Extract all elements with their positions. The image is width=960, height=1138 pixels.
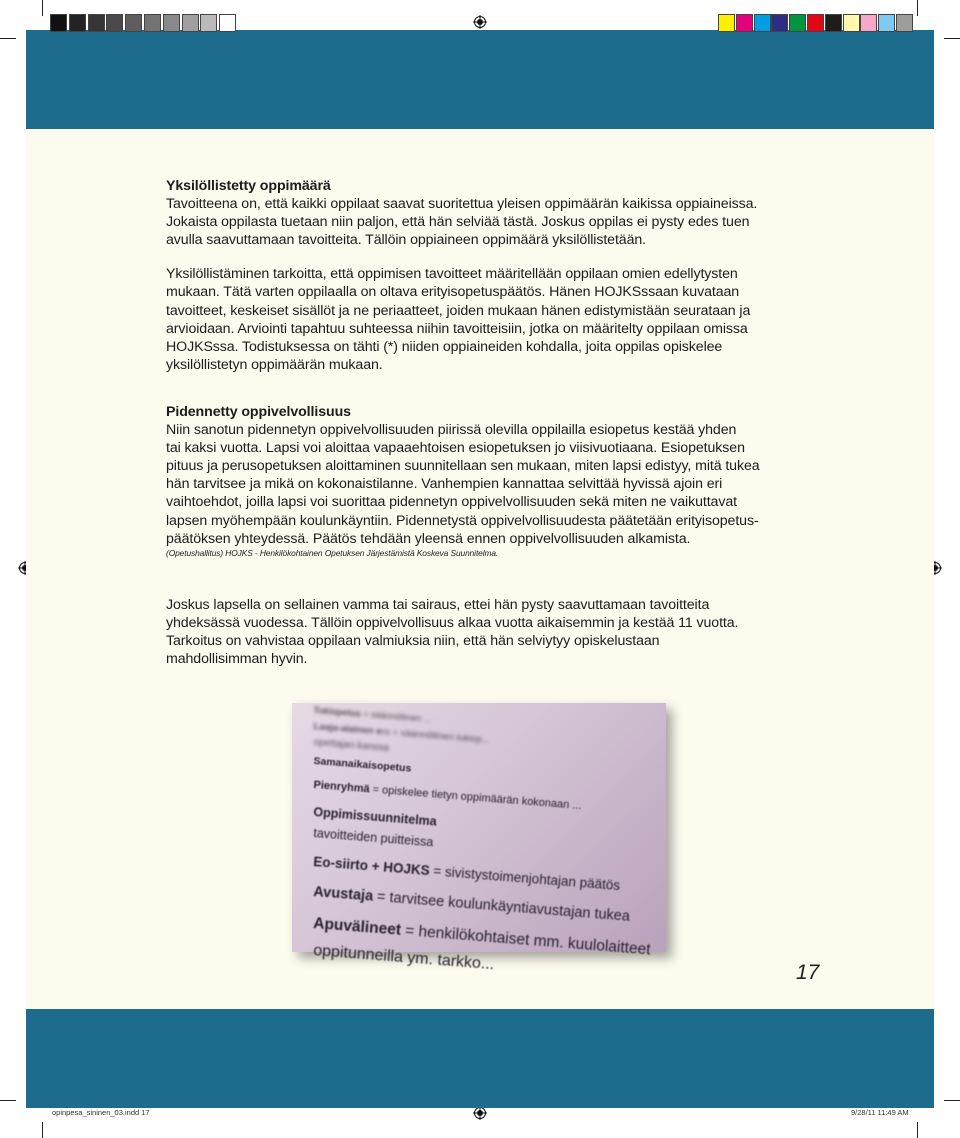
text-line: vaihtoehdot, joilla lapsi voi suorittaa pidennetyn oppivelvollisuuden sekä miten ne vaikuttavat — [166, 494, 737, 511]
photo-term: Oppimissuunnitelma — [312, 804, 438, 829]
section-extended — [166, 403, 816, 559]
text-line: hän tarvitsee ja mikä on kokonaistilanne. Vanhempien kannattaa selvittää hyvissä ajoin eri — [166, 476, 723, 493]
document-photo — [292, 703, 666, 974]
crop-mark — [42, 1122, 43, 1138]
crop-mark — [0, 38, 16, 39]
color-swatch — [896, 14, 913, 32]
photo-definition: = henkilökohtaiset mm. kuulolaitteet — [400, 922, 652, 959]
page-number: 17 — [796, 961, 820, 984]
grayscale-swatch — [163, 14, 180, 32]
photo-text-line — [313, 737, 389, 754]
photo-definition: = säännöllinen ... — [360, 708, 432, 725]
photo-definition: = opiskelee tietyn oppimäärän kokonaan ... — [369, 783, 582, 813]
color-swatch — [825, 14, 842, 32]
section-early-start — [166, 596, 816, 668]
photo-definition: oppitunneilla ym. tarkko... — [312, 942, 495, 974]
text-line: avulla saavuttamaan tavoitteita. Tällöin oppiaineen oppimäärä yksilöllistetään. — [166, 232, 647, 249]
color-swatch — [754, 14, 771, 32]
section-individualized — [166, 177, 816, 374]
crop-mark — [917, 0, 918, 16]
grayscale-swatch — [144, 14, 161, 32]
color-swatch — [771, 14, 788, 32]
text-line: mahdollisimman hyvin. — [166, 651, 308, 668]
grayscale-swatch — [106, 14, 123, 32]
crop-mark — [917, 1122, 918, 1138]
color-swatch — [860, 14, 877, 32]
color-swatch — [878, 14, 895, 32]
text-line: tai kaksi vuotta. Lapsi voi aloittaa vapaaehtoisen esiopetuksen jo viisivuotiaana. Esiopetuksen — [166, 440, 745, 457]
color-swatch — [789, 14, 806, 32]
grayscale-swatch — [200, 14, 217, 32]
registration-mark-icon — [473, 1106, 487, 1120]
grayscale-swatch — [50, 14, 67, 32]
text-line: lapsen myöhempään koulunkäyntiin. Pidennetystä oppivelvollisuudesta päätetään erityisopetus- — [166, 512, 759, 529]
registration-mark-icon — [473, 15, 487, 29]
photo-term: Eo-siirto + HOJKS — [312, 854, 431, 879]
photo-text-line — [313, 805, 437, 829]
grayscale-swatch — [125, 14, 142, 32]
photo-term: Pienryhmä — [313, 779, 371, 796]
bottom-color-band — [26, 1009, 934, 1108]
text-line: Joskus lapsella on sellainen vamma tai sairaus, ettei hän pysty saavuttamaan tavoitteita — [166, 597, 710, 613]
photo-term: Samanaikaisopetus — [313, 754, 412, 775]
text-line: Jokaista oppilasta tuetaan niin paljon, että hän selviää tästä. Joskus oppilas ei pysty edes tuen — [166, 214, 750, 231]
photo-text-line — [313, 826, 434, 849]
text-line: Niin sanotun pidennetyn oppivelvollisuuden piirissä olevilla oppilailla esiopetus kestää yhden — [166, 422, 737, 439]
photo-term: Tukiopetus — [313, 705, 362, 719]
color-swatch — [807, 14, 824, 32]
text-line: pituus ja perusopetuksen aloittaminen suunnitellaan sen mukaan, miten lapsi edistyy, mitä tukea — [166, 458, 760, 475]
photo-term: Avustaja — [312, 883, 374, 905]
grayscale-swatch — [182, 14, 199, 32]
text-line: päätöksen yhteydessä. Päätös tehdään yleensä ennen oppivelvollisuuden alkamista. — [166, 530, 691, 547]
text-line: tavoitteet, keskeiset sisällöt ja ne periaatteet, joiden mukaan hänen edistymistään seurataan ja — [166, 302, 751, 319]
slug-file-name: opinpesa_sininen_03.indd 17 — [52, 1108, 150, 1117]
photo-definition: = tarvitsee koulunkäyntiavustajan tukea — [372, 888, 631, 925]
text-line: Tavoitteena on, että kaikki oppilaat saavat suoritettua yleisen oppimäärän kaikissa oppiaineissa. — [166, 196, 758, 213]
footnote: (Opetushallitus) HOJKS - Henkilökohtainen Opetuksen Järjestämistä Koskeva Suunnitelma. — [166, 547, 499, 558]
text-line: HOJKSssa. Todistuksessa on tähti (*) niiden oppiaineiden kohdalla, joita oppilas opiskelee — [166, 338, 723, 355]
color-swatch — [843, 14, 860, 32]
photo-term: Laaja-alainen e — [313, 720, 382, 738]
slug-timestamp: 9/28/11 11:49 AM — [851, 1108, 909, 1117]
crop-mark — [0, 1100, 16, 1101]
photo-definition: tavoitteiden puitteissa — [312, 826, 434, 850]
photo-definition: opettajan kanssa — [313, 737, 390, 755]
text-line: arvioidaan. Arviointi tapahtuu suhteessa niihin tavoitteisiin, jotka on määritelty oppilaan omissa — [166, 320, 748, 337]
text-line: mukaan. Tätä varten oppilaalla on oltava erityisopetuspäätös. Hänen HOJKSssaan kuvataan — [166, 284, 740, 301]
crop-mark — [944, 1100, 960, 1101]
section-heading: Pidennetty oppivelvollisuus — [166, 404, 351, 420]
text-line: yksilöllistetyn oppimäärän mukaan. — [166, 356, 383, 373]
grayscale-swatch — [88, 14, 105, 32]
color-swatch — [736, 14, 753, 32]
text-line: yhdeksässä vuodessa. Tällöin oppivelvollisuus alkaa vuotta aikaisemmin ja kestää 11 vuotta. — [166, 615, 739, 632]
crop-mark — [42, 0, 43, 16]
grayscale-swatch — [69, 14, 86, 32]
photo-text-line — [313, 755, 412, 775]
top-color-band — [26, 30, 934, 129]
text-line: Yksilöllistäminen tarkoitta, että oppimisen tavoitteet määritellään oppilaan omien edellytysten — [166, 266, 738, 283]
photo-term: Apuvälineet — [312, 915, 402, 940]
section-heading: Yksilöllistetty oppimäärä — [166, 178, 331, 194]
photo-definition: ro = säännöllinen tukiop... — [381, 726, 491, 746]
photo-definition: = sivistystoimenjohtajan päätös — [429, 863, 621, 894]
color-swatch — [718, 14, 735, 32]
grayscale-swatch — [219, 14, 236, 32]
crop-mark — [944, 38, 960, 39]
text-line: Tarkoitus on vahvistaa oppilaan valmiuksia niin, että hän selviytyy opiskelustaan — [166, 633, 660, 650]
